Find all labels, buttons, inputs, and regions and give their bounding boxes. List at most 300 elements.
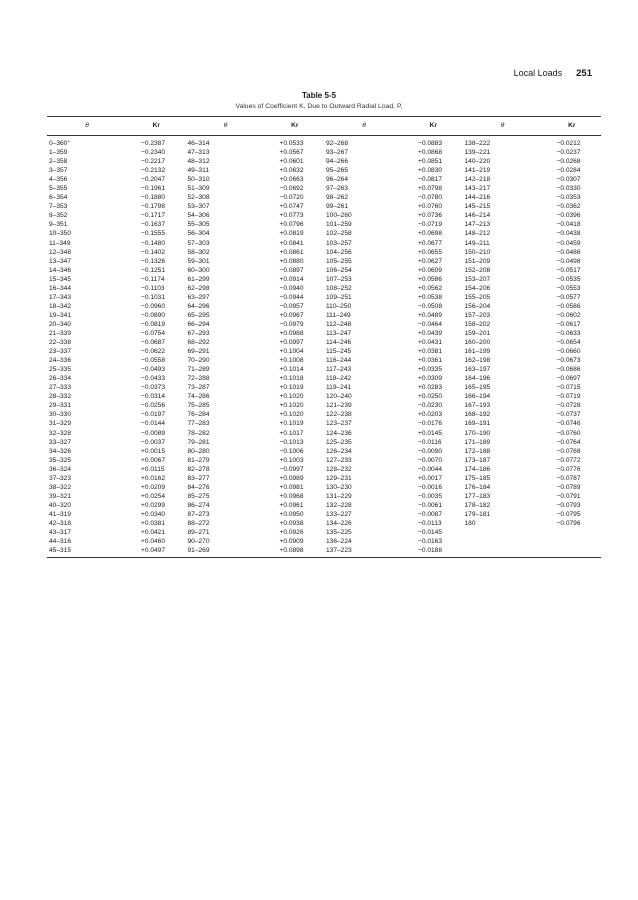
theta-cell: 42–318 bbox=[49, 519, 72, 527]
theta-cell: 41–319 bbox=[49, 510, 72, 518]
table-row bbox=[47, 546, 601, 556]
kr-cell: −0.0535 bbox=[556, 275, 581, 283]
theta-cell: 141–219 bbox=[464, 167, 491, 175]
theta-cell: 3–357 bbox=[49, 167, 68, 175]
theta-cell: 145–215 bbox=[464, 203, 491, 211]
table-row bbox=[47, 257, 601, 266]
theta-cell: 77–283 bbox=[187, 420, 210, 428]
theta-cell: 2–358 bbox=[49, 158, 68, 166]
theta-cell: 174–186 bbox=[464, 465, 491, 473]
theta-cell: 153–207 bbox=[464, 275, 491, 283]
theta-cell: 8–352 bbox=[49, 212, 68, 220]
theta-cell: 54–306 bbox=[187, 212, 210, 220]
table-row bbox=[47, 374, 601, 383]
kr-cell: −0.0787 bbox=[556, 474, 581, 482]
kr-cell: +0.0898 bbox=[279, 547, 304, 555]
theta-cell: 99–261 bbox=[326, 203, 349, 211]
kr-cell: +0.0381 bbox=[418, 348, 443, 356]
theta-cell: 53–307 bbox=[187, 203, 210, 211]
kr-cell: −0.1103 bbox=[141, 284, 165, 292]
kr-cell: −0.0558 bbox=[141, 357, 166, 365]
kr-cell: −0.0433 bbox=[141, 375, 166, 383]
table-row bbox=[47, 166, 601, 175]
kr-cell: −0.0890 bbox=[141, 311, 166, 319]
kr-cell: −0.2387 bbox=[141, 140, 166, 147]
theta-cell: 100–260 bbox=[326, 212, 352, 220]
kr-cell: −0.0284 bbox=[556, 167, 581, 175]
table-row bbox=[47, 266, 601, 275]
kr-cell: −0.0776 bbox=[556, 465, 581, 473]
column-header-kr: Kr bbox=[127, 117, 186, 136]
theta-cell: 167–193 bbox=[464, 402, 491, 410]
kr-cell: +0.0533 bbox=[279, 140, 304, 147]
column-header-kr: Kr bbox=[543, 117, 602, 136]
kr-cell: +0.0880 bbox=[279, 257, 304, 265]
theta-cell: 35–325 bbox=[49, 456, 72, 464]
theta-cell: 64–296 bbox=[187, 302, 210, 310]
theta-cell: 26–334 bbox=[49, 375, 72, 383]
theta-cell: 160–200 bbox=[464, 339, 491, 347]
kr-cell: −0.0817 bbox=[418, 176, 443, 184]
kr-cell: −0.0070 bbox=[418, 456, 443, 464]
theta-cell: 136–224 bbox=[326, 538, 352, 546]
theta-cell: 1–359 bbox=[49, 149, 68, 157]
theta-cell: 74–286 bbox=[187, 393, 210, 401]
kr-cell: −0.0498 bbox=[556, 257, 581, 265]
column-header-theta: θ bbox=[463, 117, 543, 136]
kr-cell: −0.0768 bbox=[556, 447, 581, 455]
theta-cell: 120–240 bbox=[326, 393, 352, 401]
theta-cell: 130–230 bbox=[326, 483, 352, 491]
theta-cell: 78–282 bbox=[187, 429, 210, 437]
kr-cell: +0.1017 bbox=[279, 429, 304, 437]
theta-cell: 116–244 bbox=[326, 357, 352, 365]
kr-cell: −0.0464 bbox=[418, 320, 443, 328]
theta-cell: 14–346 bbox=[49, 266, 72, 274]
kr-cell: +0.0489 bbox=[418, 311, 443, 319]
theta-cell: 135–225 bbox=[326, 529, 352, 537]
theta-cell: 147–213 bbox=[464, 221, 491, 229]
kr-cell: −0.0307 bbox=[556, 176, 581, 184]
theta-cell: 30–330 bbox=[49, 411, 72, 419]
theta-cell: 132–228 bbox=[326, 501, 352, 509]
kr-cell: −0.0940 bbox=[279, 284, 304, 292]
kr-cell: −0.0353 bbox=[556, 194, 581, 202]
theta-cell: 28–332 bbox=[49, 393, 72, 401]
table-row bbox=[47, 537, 601, 546]
kr-cell: +0.1008 bbox=[279, 357, 304, 365]
theta-cell: 5–355 bbox=[49, 185, 68, 193]
theta-cell: 125–235 bbox=[326, 438, 352, 446]
theta-cell: 58–302 bbox=[187, 248, 210, 256]
theta-cell: 156–204 bbox=[464, 302, 491, 310]
theta-cell: 88–272 bbox=[187, 519, 210, 527]
theta-cell: 131–229 bbox=[326, 492, 352, 500]
theta-cell bbox=[463, 528, 543, 537]
kr-cell: −0.0754 bbox=[141, 329, 166, 337]
theta-cell: 144–216 bbox=[464, 194, 491, 202]
kr-cell: −0.0979 bbox=[279, 320, 304, 328]
kr-cell: +0.0567 bbox=[279, 149, 304, 157]
kr-cell: +0.0460 bbox=[141, 538, 166, 546]
coefficient-table bbox=[47, 116, 601, 558]
kr-cell: +0.0796 bbox=[279, 221, 304, 229]
kr-cell: +0.0736 bbox=[418, 212, 443, 220]
kr-cell: +0.0961 bbox=[279, 501, 304, 509]
theta-cell: 89–271 bbox=[187, 529, 210, 537]
theta-cell: 44–316 bbox=[49, 538, 72, 546]
table-row bbox=[47, 528, 601, 537]
theta-cell: 13–347 bbox=[49, 257, 72, 265]
theta-cell: 105–255 bbox=[326, 257, 352, 265]
table-row bbox=[47, 275, 601, 284]
theta-cell: 4–356 bbox=[49, 176, 68, 184]
kr-cell: +0.0497 bbox=[141, 547, 166, 555]
theta-cell: 173–187 bbox=[464, 456, 491, 464]
kr-cell: +0.1018 bbox=[279, 375, 304, 383]
table-row bbox=[47, 483, 601, 492]
theta-cell: 137–223 bbox=[326, 547, 352, 555]
kr-cell: −0.0493 bbox=[141, 366, 166, 374]
theta-cell: 59–301 bbox=[187, 257, 210, 265]
theta-cell: 62–298 bbox=[187, 284, 210, 292]
theta-cell: 108–252 bbox=[326, 284, 352, 292]
theta-cell: 92–268 bbox=[326, 140, 349, 147]
kr-cell: −0.0256 bbox=[141, 402, 166, 410]
table-row bbox=[47, 519, 601, 528]
kr-cell: −0.0728 bbox=[556, 402, 581, 410]
theta-cell: 119–241 bbox=[326, 384, 352, 392]
kr-cell: +0.0968 bbox=[279, 492, 304, 500]
theta-cell: 70–290 bbox=[187, 357, 210, 365]
kr-cell: −0.0044 bbox=[418, 465, 443, 473]
kr-cell: +0.1019 bbox=[279, 384, 304, 392]
kr-cell: +0.0747 bbox=[279, 203, 304, 211]
table-row bbox=[47, 229, 601, 238]
kr-cell: −0.0061 bbox=[418, 501, 443, 509]
theta-cell: 47–313 bbox=[187, 149, 210, 157]
kr-cell: −0.0197 bbox=[141, 411, 166, 419]
theta-cell: 139–221 bbox=[464, 149, 491, 157]
kr-cell: +0.0439 bbox=[418, 329, 443, 337]
kr-cell: −0.0602 bbox=[556, 311, 581, 319]
kr-cell: −0.0212 bbox=[556, 140, 581, 147]
theta-cell: 25–335 bbox=[49, 366, 72, 374]
theta-cell: 82–278 bbox=[187, 465, 210, 473]
theta-cell: 142–218 bbox=[464, 176, 491, 184]
kr-cell: −0.1013 bbox=[279, 438, 304, 446]
theta-cell: 52–308 bbox=[187, 194, 210, 202]
column-header-theta: θ bbox=[47, 117, 127, 136]
theta-cell: 159–201 bbox=[464, 329, 491, 337]
kr-cell: −0.0486 bbox=[556, 248, 581, 256]
theta-cell: 175–185 bbox=[464, 474, 491, 482]
table-row bbox=[47, 248, 601, 257]
kr-cell: +0.0914 bbox=[279, 275, 304, 283]
kr-cell: +0.0988 bbox=[279, 329, 304, 337]
theta-cell: 168–192 bbox=[464, 411, 491, 419]
kr-cell: +0.0997 bbox=[279, 339, 304, 347]
kr-cell: +0.1020 bbox=[279, 402, 304, 410]
table-row bbox=[47, 136, 601, 149]
kr-cell: −0.0586 bbox=[556, 302, 581, 310]
theta-cell: 85–275 bbox=[187, 492, 210, 500]
theta-cell: 90–270 bbox=[187, 538, 210, 546]
kr-cell: +0.0851 bbox=[418, 158, 443, 166]
theta-cell: 61–299 bbox=[187, 275, 210, 283]
theta-cell: 110–250 bbox=[326, 302, 352, 310]
kr-cell: +0.1014 bbox=[279, 366, 304, 374]
kr-cell: −0.0819 bbox=[141, 320, 166, 328]
theta-cell: 129–231 bbox=[326, 474, 352, 482]
theta-cell: 50–310 bbox=[187, 176, 210, 184]
kr-cell: −0.0438 bbox=[556, 230, 581, 238]
kr-cell: −0.0016 bbox=[418, 483, 443, 491]
kr-cell: +0.0663 bbox=[279, 176, 304, 184]
kr-cell: +0.0830 bbox=[418, 167, 443, 175]
table-row bbox=[47, 401, 601, 410]
kr-cell: −0.0396 bbox=[556, 212, 581, 220]
kr-cell: +0.0381 bbox=[141, 519, 166, 527]
theta-cell: 101–259 bbox=[326, 221, 352, 229]
kr-cell: +0.0162 bbox=[141, 474, 166, 482]
kr-cell: −0.0508 bbox=[418, 302, 443, 310]
column-header-kr: Kr bbox=[404, 117, 463, 136]
theta-cell: 98–262 bbox=[326, 194, 349, 202]
kr-cell: −0.0268 bbox=[556, 158, 581, 166]
theta-cell: 104–256 bbox=[326, 248, 352, 256]
kr-cell: −0.0617 bbox=[556, 320, 581, 328]
theta-cell: 7–353 bbox=[49, 203, 68, 211]
table-row bbox=[47, 211, 601, 220]
kr-cell: −0.0145 bbox=[418, 529, 443, 537]
theta-cell: 84–276 bbox=[187, 483, 210, 491]
theta-cell: 36–324 bbox=[49, 465, 72, 473]
theta-cell: 152–208 bbox=[464, 266, 491, 274]
kr-cell: −0.1717 bbox=[141, 212, 166, 220]
theta-cell: 163–197 bbox=[464, 366, 491, 374]
kr-cell: +0.0015 bbox=[141, 447, 166, 455]
kr-cell: −0.2132 bbox=[141, 167, 166, 175]
running-header bbox=[514, 68, 592, 79]
kr-cell: +0.0254 bbox=[141, 492, 166, 500]
theta-cell: 114–246 bbox=[326, 339, 352, 347]
theta-cell: 67–293 bbox=[187, 329, 210, 337]
table-row bbox=[47, 492, 601, 501]
theta-cell: 151–209 bbox=[464, 257, 491, 265]
theta-cell: 109–251 bbox=[326, 293, 352, 301]
table-row bbox=[47, 447, 601, 456]
column-header-theta: θ bbox=[186, 117, 266, 136]
header-row bbox=[47, 117, 601, 136]
kr-cell bbox=[543, 528, 602, 537]
theta-cell: 51–309 bbox=[187, 185, 210, 193]
kr-cell: +0.1020 bbox=[279, 393, 304, 401]
kr-cell: +0.0431 bbox=[418, 339, 443, 347]
kr-cell: −0.0362 bbox=[556, 203, 581, 211]
kr-cell: +0.0609 bbox=[418, 266, 443, 274]
theta-cell: 177–183 bbox=[464, 492, 491, 500]
kr-cell: +0.0760 bbox=[418, 203, 443, 211]
theta-cell: 128–232 bbox=[326, 465, 352, 473]
kr-cell: −0.0957 bbox=[279, 302, 304, 310]
theta-cell: 38–322 bbox=[49, 483, 72, 491]
theta-cell: 171–189 bbox=[464, 438, 491, 446]
kr-cell: +0.1019 bbox=[279, 420, 304, 428]
kr-cell: −0.0687 bbox=[141, 339, 166, 347]
kr-cell: −0.0418 bbox=[556, 221, 581, 229]
kr-cell: −0.0373 bbox=[141, 384, 166, 392]
theta-cell: 123–237 bbox=[326, 420, 352, 428]
theta-cell: 16–344 bbox=[49, 284, 72, 292]
kr-cell: −0.1174 bbox=[141, 275, 165, 283]
kr-cell: +0.0299 bbox=[141, 501, 166, 509]
kr-cell: +0.0981 bbox=[279, 483, 304, 491]
theta-cell: 40–320 bbox=[49, 501, 72, 509]
theta-cell: 127–233 bbox=[326, 456, 352, 464]
kr-cell: +0.0586 bbox=[418, 275, 443, 283]
theta-cell: 91–269 bbox=[187, 547, 210, 555]
kr-cell: −0.0737 bbox=[556, 411, 581, 419]
kr-cell: +0.0361 bbox=[418, 357, 443, 365]
table-row bbox=[47, 365, 601, 374]
kr-cell: −0.0577 bbox=[556, 293, 581, 301]
theta-cell: 170–190 bbox=[464, 429, 491, 437]
theta-cell: 180 bbox=[464, 519, 476, 527]
kr-cell: −0.0087 bbox=[418, 510, 443, 518]
theta-cell: 103–257 bbox=[326, 239, 352, 247]
theta-cell: 9–351 bbox=[49, 221, 68, 229]
theta-cell: 24–336 bbox=[49, 357, 72, 365]
kr-cell: −0.2340 bbox=[141, 149, 166, 157]
table-row bbox=[47, 193, 601, 202]
kr-cell: +0.0909 bbox=[279, 538, 304, 546]
kr-cell: −0.0719 bbox=[418, 221, 443, 229]
theta-cell: 75–285 bbox=[187, 402, 210, 410]
kr-cell: −0.0314 bbox=[141, 393, 166, 401]
kr-cell: +0.0868 bbox=[418, 149, 443, 157]
kr-cell: −0.0715 bbox=[556, 384, 581, 392]
kr-cell: −0.0697 bbox=[556, 375, 581, 383]
table-row bbox=[47, 293, 601, 302]
theta-cell: 45–315 bbox=[49, 547, 72, 555]
theta-cell: 83–277 bbox=[187, 474, 210, 482]
kr-cell: −0.0144 bbox=[141, 420, 166, 428]
theta-cell: 93–267 bbox=[326, 149, 349, 157]
theta-cell: 117–243 bbox=[326, 366, 352, 374]
kr-cell bbox=[543, 546, 602, 556]
table-row bbox=[47, 383, 601, 392]
kr-cell: −0.0176 bbox=[418, 420, 443, 428]
theta-cell: 121–239 bbox=[326, 402, 352, 410]
theta-cell: 97–263 bbox=[326, 185, 349, 193]
kr-cell: −0.0553 bbox=[556, 284, 581, 292]
kr-cell: +0.0145 bbox=[418, 429, 443, 437]
theta-cell: 29–331 bbox=[49, 402, 72, 410]
kr-cell: −0.1326 bbox=[141, 257, 166, 265]
theta-cell: 161–199 bbox=[464, 348, 491, 356]
table-row bbox=[47, 474, 601, 483]
table-title: Table 5-5 bbox=[301, 91, 337, 100]
theta-cell: 39–321 bbox=[49, 492, 72, 500]
table-row bbox=[47, 311, 601, 320]
kr-cell: −0.0746 bbox=[556, 420, 581, 428]
theta-cell: 112–248 bbox=[326, 320, 352, 328]
kr-cell: +0.0861 bbox=[279, 248, 304, 256]
theta-cell: 17–343 bbox=[49, 293, 72, 301]
kr-cell: −0.0633 bbox=[556, 329, 581, 337]
theta-cell: 55–305 bbox=[187, 221, 210, 229]
theta-cell: 164–196 bbox=[464, 375, 491, 383]
theta-cell: 113–247 bbox=[326, 329, 352, 337]
theta-cell: 31–329 bbox=[49, 420, 72, 428]
theta-cell: 172–188 bbox=[464, 447, 491, 455]
kr-cell: +0.0798 bbox=[418, 185, 443, 193]
theta-cell: 6–354 bbox=[49, 194, 68, 202]
column-header-kr: Kr bbox=[266, 117, 325, 136]
kr-cell: −0.1402 bbox=[141, 248, 166, 256]
kr-cell: +0.1003 bbox=[279, 456, 304, 464]
theta-cell: 165–195 bbox=[464, 384, 491, 392]
table-row bbox=[47, 510, 601, 519]
theta-cell: 115–245 bbox=[326, 348, 352, 356]
theta-cell: 57–303 bbox=[187, 239, 210, 247]
table-row bbox=[47, 338, 601, 347]
theta-cell: 18–342 bbox=[49, 302, 72, 310]
kr-cell: +0.0250 bbox=[418, 393, 443, 401]
table-row bbox=[47, 239, 601, 248]
theta-cell: 0–360° bbox=[49, 140, 70, 147]
table-row bbox=[47, 501, 601, 510]
bottom-rule bbox=[47, 557, 601, 558]
table-subtitle: Values of Coefficient K, Due to Outward Radial Load, P, bbox=[235, 103, 403, 110]
theta-cell: 133–227 bbox=[326, 510, 352, 518]
theta-cell: 107–253 bbox=[326, 275, 352, 283]
theta-cell: 86–274 bbox=[187, 501, 210, 509]
kr-cell: +0.0938 bbox=[279, 519, 304, 527]
table-row bbox=[47, 392, 601, 401]
theta-cell: 48–312 bbox=[187, 158, 210, 166]
kr-cell: −0.0720 bbox=[279, 194, 304, 202]
theta-cell: 73–287 bbox=[187, 384, 210, 392]
theta-cell: 118–242 bbox=[326, 375, 352, 383]
theta-cell: 69–291 bbox=[187, 348, 210, 356]
theta-cell bbox=[463, 537, 543, 546]
table-row bbox=[47, 419, 601, 428]
theta-cell: 12–348 bbox=[49, 248, 72, 256]
kr-cell: −0.0764 bbox=[556, 438, 581, 446]
kr-cell: −0.0163 bbox=[418, 538, 443, 546]
kr-cell: −0.0330 bbox=[556, 185, 581, 193]
theta-cell: 79–281 bbox=[187, 438, 210, 446]
theta-cell: 15–345 bbox=[49, 275, 72, 283]
theta-cell: 169–191 bbox=[464, 420, 491, 428]
kr-cell: +0.0203 bbox=[418, 411, 443, 419]
kr-cell: +0.0209 bbox=[141, 483, 166, 491]
kr-cell: −0.0719 bbox=[556, 393, 581, 401]
kr-cell: +0.0773 bbox=[279, 212, 304, 220]
theta-cell: 11–349 bbox=[49, 239, 71, 247]
theta-cell: 176–184 bbox=[464, 483, 491, 491]
kr-cell: −0.2047 bbox=[141, 176, 166, 184]
theta-cell: 10–350 bbox=[49, 230, 72, 238]
kr-cell: −0.0090 bbox=[418, 447, 443, 455]
theta-cell: 111–249 bbox=[326, 311, 351, 319]
table-row bbox=[47, 148, 601, 157]
theta-cell: 166–194 bbox=[464, 393, 491, 401]
theta-cell: 32–328 bbox=[49, 429, 72, 437]
theta-cell: 178–182 bbox=[464, 501, 491, 509]
